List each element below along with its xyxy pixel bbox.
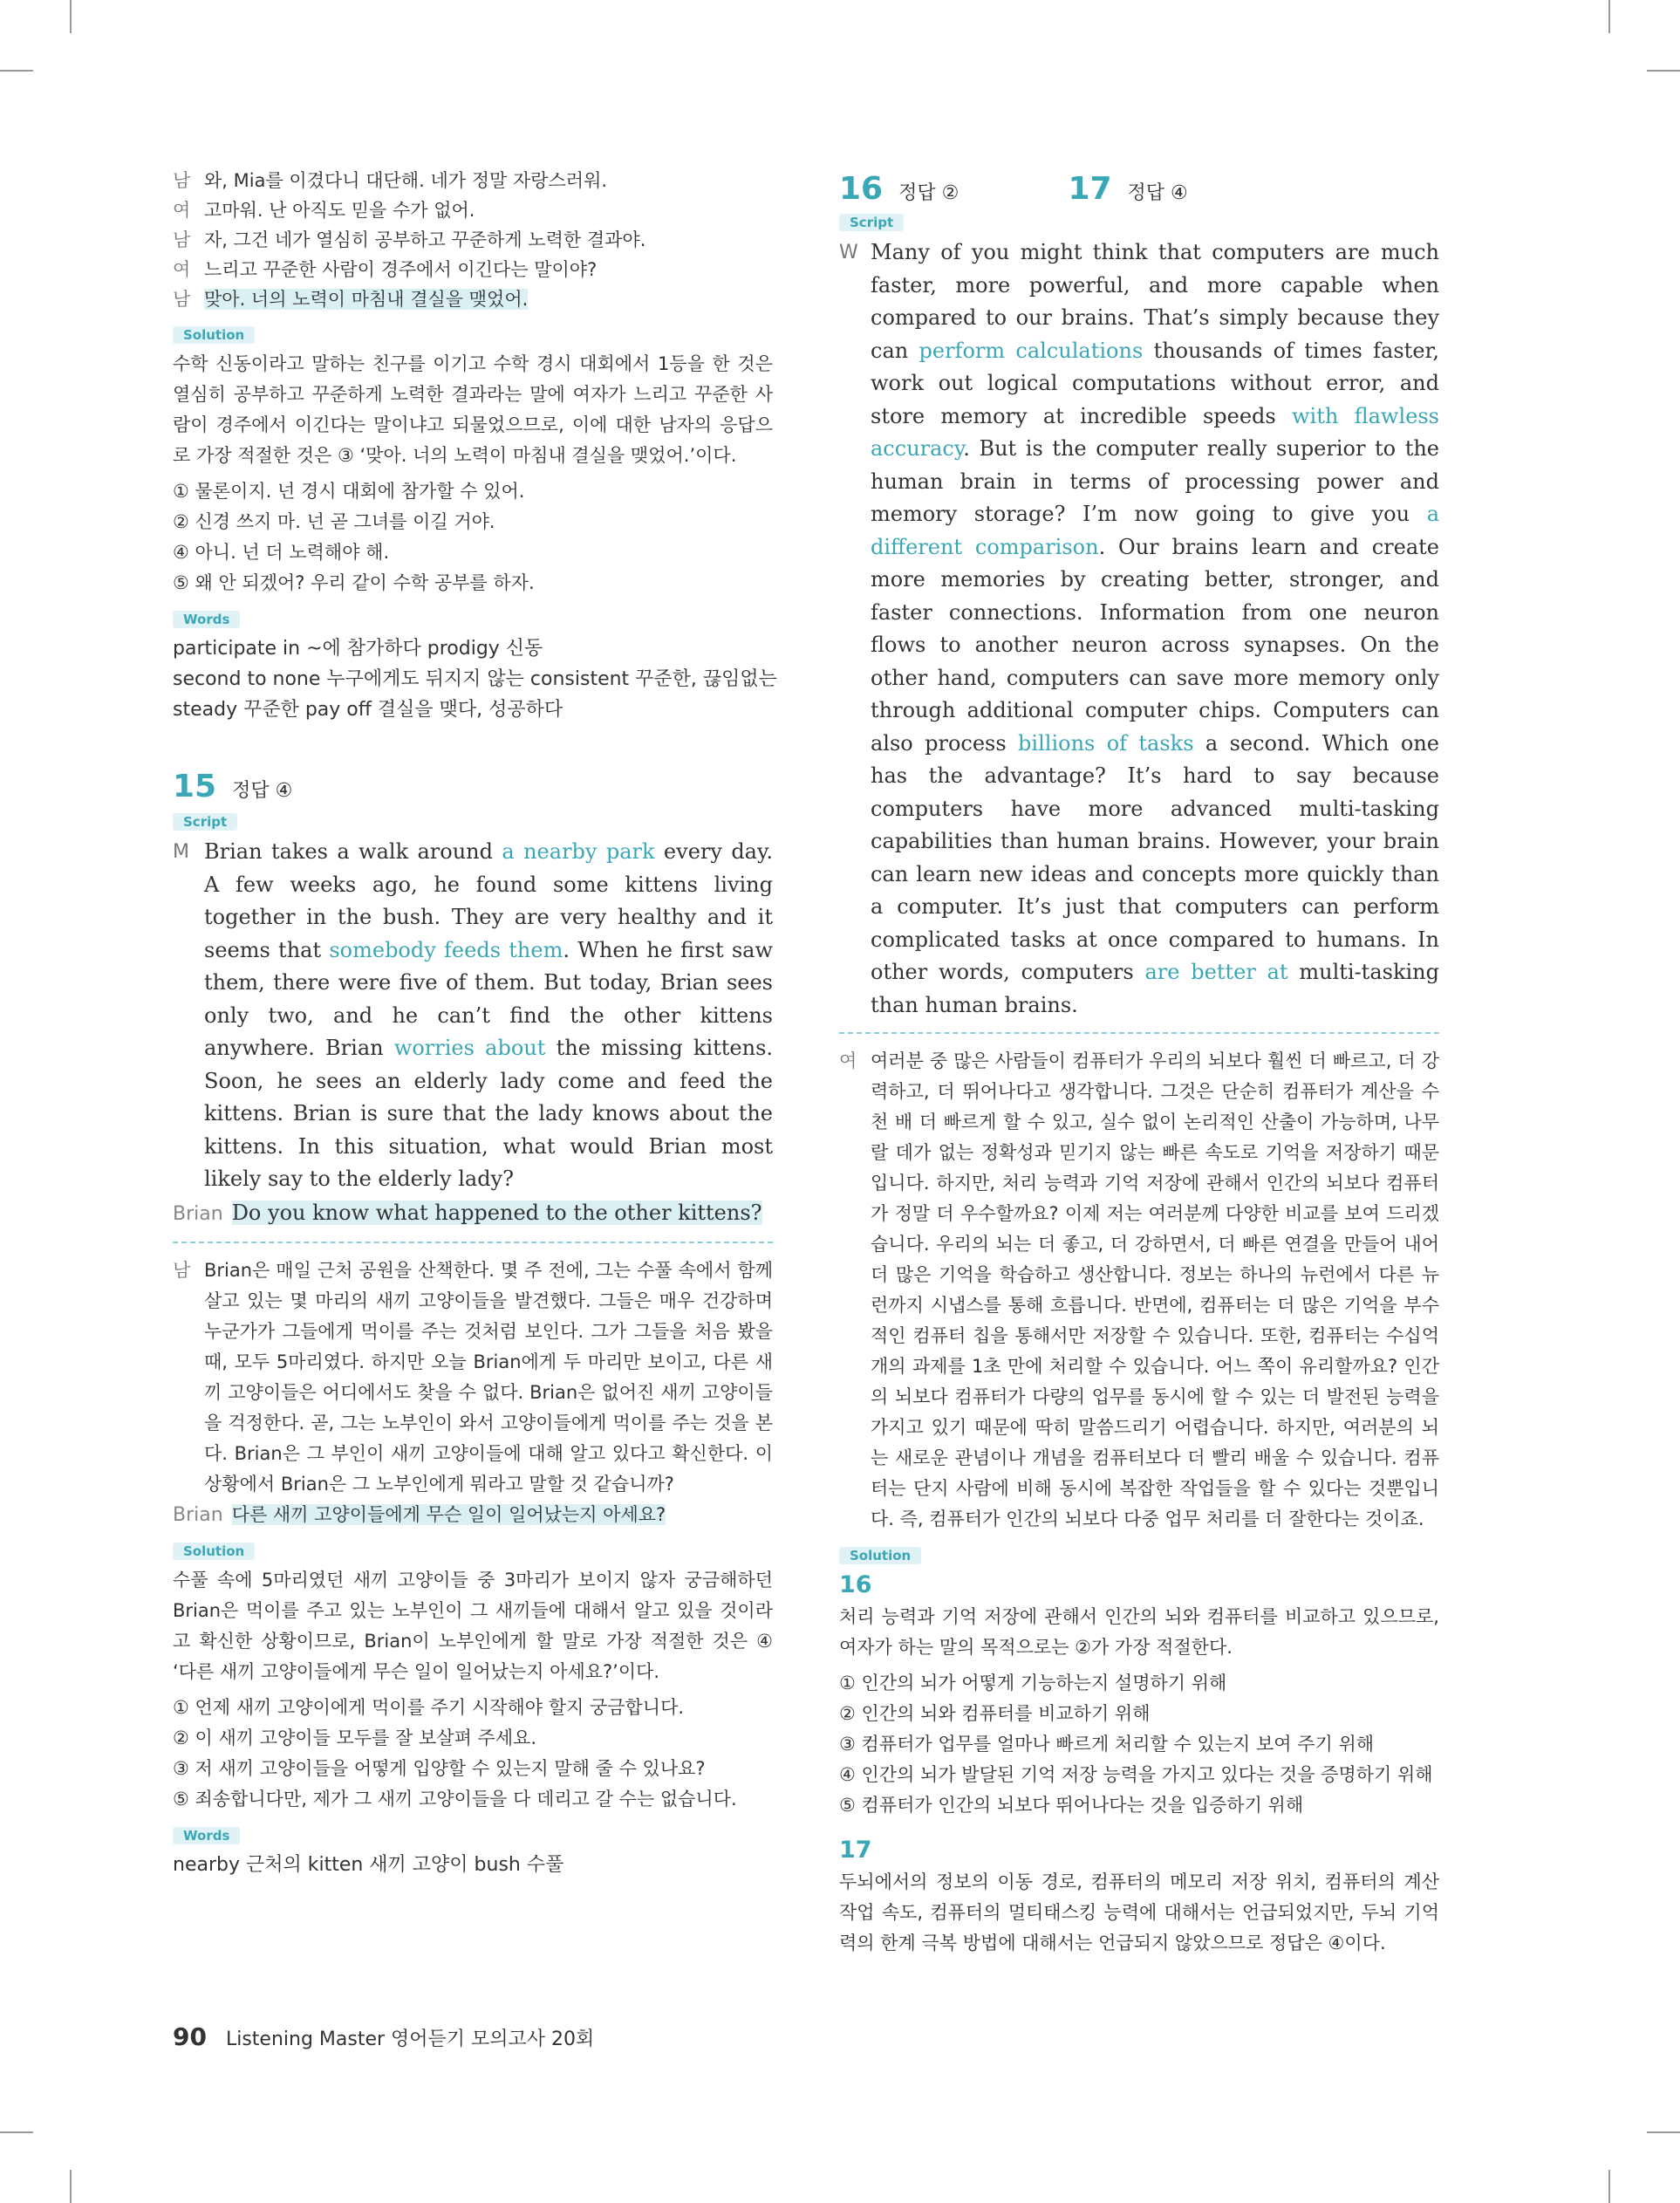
choice-item: ③ 컴퓨터가 업무를 얼마나 빠르게 처리할 수 있는지 보여 주기 위해 [839,1734,1375,1755]
choice-item: ② 신경 쓰지 마. 넌 곧 그녀를 이길 거야. [173,511,495,532]
sub-question-number: 16 [839,1571,872,1598]
q14-choices [173,476,773,599]
choice-item: ① 물론이지. 넌 경시 대회에 참가할 수 있어. [173,481,525,502]
choice-item: ⑤ 죄송합니다만, 제가 그 새끼 고양이들을 다 데리고 갈 수는 없습니다. [173,1788,737,1810]
words-badge: Words [173,611,240,628]
choice-item: ① 언제 새끼 고양이에게 먹이를 주기 시작해야 할지 궁금합니다. [173,1696,685,1718]
sub-question-number: 17 [839,1837,872,1864]
answer-label: 정답 ④ [232,780,293,802]
word-entry: second to none 누구에게도 뒤지지 않는 consistent 꾸준한, 끊임없는 [173,668,777,690]
speaker-label: M [173,841,189,863]
divider [173,1242,773,1243]
dialogue-line: 남 자, 그건 네가 열심히 공부하고 꾸준하게 노력한 결과야. [173,229,646,250]
choice-item: ④ 아니. 넌 더 노력해야 해. [173,542,390,563]
question-number: 16 [839,171,884,207]
choice-item: ④ 인간의 뇌가 발달된 기억 저장 능력을 가지고 있다는 것을 증명하기 위해 [839,1764,1433,1785]
script-badge: Script [173,813,237,831]
page-footer [173,2022,594,2051]
left-column [173,166,777,1880]
q16-17-header [839,171,1439,207]
dialogue-line: 여 고마워. 난 아직도 믿을 수가 없어. [173,200,475,221]
crop-mark [70,2170,72,2203]
script-badge: Script [839,214,904,231]
choice-item: ① 인간의 뇌가 어떻게 기능하는지 설명하기 위해 [839,1673,1227,1693]
crop-mark [0,2131,33,2133]
right-column [839,171,1439,1959]
q15-choices [173,1693,773,1815]
q17-solution: 두뇌에서의 정보의 이동 경로, 컴퓨터의 메모리 저장 위치, 컴퓨터의 계산 작업 속도, 컴퓨터의 멀티태스킹 능력에 대해서는 언급되었지만, 두뇌 기억력의 한계 극복 방법에 대해서는 언급되지 않았으므로 정답은 ④이다. [839,1871,1439,1953]
words-badge: Words [173,1827,240,1844]
q15-script: M Brian takes a walk around a nearby park every day. A few weeks ago, he found some kittens living together in the bush. They are very healthy and it seems that somebody feeds them. When he first saw them, there were five of them. But today, Brian sees only two, and he can’t find the other kittens anywhere. Brian worries about the missing kittens. Soon, he sees an elderly lady come and feed the kittens. Brian is sure that the lady knows about the kittens. In this situation, what would Brian most likely say to the elderly lady? [173,836,773,1196]
choice-item: ③ 저 새끼 고양이들을 어떻게 입양할 수 있는지 말해 줄 수 있나요? [173,1757,706,1779]
q14-dialogue [173,166,773,314]
answer-label: 정답 ② [898,182,960,204]
dialogue-line: 여 느리고 꾸준한 사람이 경주에서 이긴다는 말이야? [173,259,598,280]
choice-item: ⑤ 왜 안 되겠어? 우리 같이 수학 공부를 하자. [173,572,535,593]
question-number: 15 [173,769,217,804]
dialogue-line: 남 와, Mia를 이겼다니 대단해. 네가 정말 자랑스러워. [173,170,608,191]
solution-badge: Solution [839,1547,921,1564]
choice-item: ② 인간의 뇌와 컴퓨터를 비교하기 위해 [839,1703,1151,1724]
question-number: 17 [1068,171,1112,207]
q15-solution: 수풀 속에 5마리였던 새끼 고양이들 중 3마리가 보이지 않자 궁금해하던 Brian은 먹이를 주고 있는 노부인이 그 새끼들에 대해서 알고 있을 것이라고 확신한 상황이므로, Brian이 노부인에게 할 말로 가장 적절한 것은 ④ ‘다른 새끼 고양이들에게 무슨 일이 일어났는지 아세요?’이다. [173,1569,773,1682]
q16-17-translation: 여 여러분 중 많은 사람들이 컴퓨터가 우리의 뇌보다 훨씬 더 빠르고, 더 강력하고, 더 뛰어나다고 생각합니다. 그것은 단순히 컴퓨터가 계산을 수천 배 더 빠르게 할 수 있고, 실수 없이 논리적인 산출이 가능하며, 나무랄 데가 없는 정확성과 믿기지 않는 빠른 속도로 기억을 저장하기 때문입니다. 하지만, 처리 능력과 기억 저장에 관해서 인간의 뇌보다 컴퓨터가 정말 더 우수할까요? 이제 저는 여러분께 다양한 비교를 보여 드리겠습니다. 우리의 뇌는 더 좋고, 더 강하면서, 더 빠른 연결을 만들어 내어 더 많은 기억을 학습하고 생산합니다. 정보는 하나의 뉴런에서 다른 뉴런까지 시냅스를 통해 흐릅니다. 반면에, 컴퓨터는 더 많은 기억을 부수적인 컴퓨터 칩을 통해서만 저장할 수 있습니다. 또한, 컴퓨터는 수십억 개의 과제를 1초 만에 처리할 수 있습니다. 어느 쪽이 유리할까요? 인간의 뇌보다 컴퓨터가 다량의 업무를 동시에 할 수 있는 더 발전된 능력을 가지고 있기 때문에 딱히 말씀드리기 어렵습니다. 하지만, 여러분의 뇌는 새로운 관념이나 개념을 컴퓨터보다 더 빨리 배울 수 있습니다. 컴퓨터는 단지 사람에 비해 동시에 복잡한 작업들을 할 수 있다는 것뿐입니다. 즉, 컴퓨터가 인간의 뇌보다 다중 업무 처리를 더 잘한다는 것이죠. [839,1050,1439,1529]
dialogue-line-answer: 남 맞아. 너의 노력이 마침내 결실을 맺었어. [173,289,529,310]
choice-item: ② 이 새끼 고양이들 모두를 잘 보살펴 주세요. [173,1727,537,1748]
q15-translation: 남 Brian은 매일 근처 공원을 산책한다. 몇 주 전에, 그는 수풀 속에서 함께 살고 있는 몇 마리의 새끼 고양이들을 발견했다. 그들은 매우 건강하며 누군가가 그들에게 먹이를 주는 것처럼 보인다. 그가 그들을 처음 봤을 때, 모두 5마리였다. 하지만 오늘 Brian에게 두 마리만 보이고, 다른 새끼 고양이들은 어디에서도 찾을 수 없다. Brian은 없어진 새끼 고양이들을 걱정한다. 곧, 그는 노부인이 와서 고양이들에게 먹이를 주는 것을 본다. Brian은 그 부인이 새끼 고양이들에 대해 알고 있다고 확신한다. 이 상황에서 Brian은 그 노부인에게 뭐라고 말할 것 같습니까? [173,1259,773,1495]
word-entry: nearby 근처의 kitten 새끼 고양이 bush 수풀 [173,1853,564,1876]
solution-badge: Solution [173,326,255,344]
page-number: 90 [173,2022,207,2051]
crop-mark [1647,70,1680,72]
book-title: Listening Master 영어듣기 모의고사 20회 [225,2029,595,2050]
q16-choices [839,1668,1439,1821]
crop-mark [0,70,33,72]
divider [839,1032,1439,1034]
word-entry: steady 꾸준한 pay off 결실을 맺다, 성공하다 [173,699,563,721]
q15-header [173,769,773,804]
q15-brian-answer: Brian Do you know what happened to the other kittens? [173,1200,762,1225]
word-entry: participate in ~에 참가하다 prodigy 신동 [173,638,543,660]
crop-mark [1608,2170,1610,2203]
speaker-label: W [839,242,858,263]
solution-badge: Solution [173,1543,255,1560]
q14-solution: 수학 신동이라고 말하는 친구를 이기고 수학 경시 대회에서 1등을 한 것은 열심히 공부하고 꾸준하게 노력한 결과라는 말에 여자가 느리고 꾸준한 사람이 경주에서 이긴다는 말이냐고 되물었으므로, 이에 대한 남자의 응답으로 가장 적절한 것은 ③ ‘맞아. 너의 노력이 마침내 결실을 맺었어.’이다. [173,353,773,466]
crop-mark [1647,2131,1680,2133]
crop-mark [70,0,72,33]
answer-label: 정답 ④ [1127,182,1188,204]
crop-mark [1608,0,1610,33]
q16-17-script: W Many of you might think that computers are much faster, more powerful, and more capable when compared to our brains. That’s simply because they can perform calculations thousands of times faster, work out logical computations without error, and store memory at incredible speeds with flawless accuracy. But is the computer really superior to the human brain in terms of processing power and memory storage? I’m now going to give you a different comparison. Our brains learn and create more memories by creating better, stronger, and faster connections. Information from one neuron flows to another neuron across synapses. On the other hand, computers can save more memory only through additional computer chips. Computers can also process billions of tasks a second. Which one has the advantage? It’s hard to say because computers have more advanced multi-tasking capabilities than human brains. However, your brain can learn new ideas and concepts more quickly than a computer. It’s just that computers can perform complicated tasks at once compared to humans. In other words, computers are better at multi-tasking than human brains. [839,236,1439,1022]
q16-solution: 처리 능력과 기억 저장에 관해서 인간의 뇌와 컴퓨터를 비교하고 있으므로, 여자가 하는 말의 목적으로는 ②가 가장 적절한다. [839,1606,1439,1658]
choice-item: ⑤ 컴퓨터가 인간의 뇌보다 뛰어나다는 것을 입증하기 위해 [839,1795,1304,1816]
q15-brian-answer-ko: Brian 다른 새끼 고양이들에게 무슨 일이 일어났는지 아세요? [173,1503,666,1526]
